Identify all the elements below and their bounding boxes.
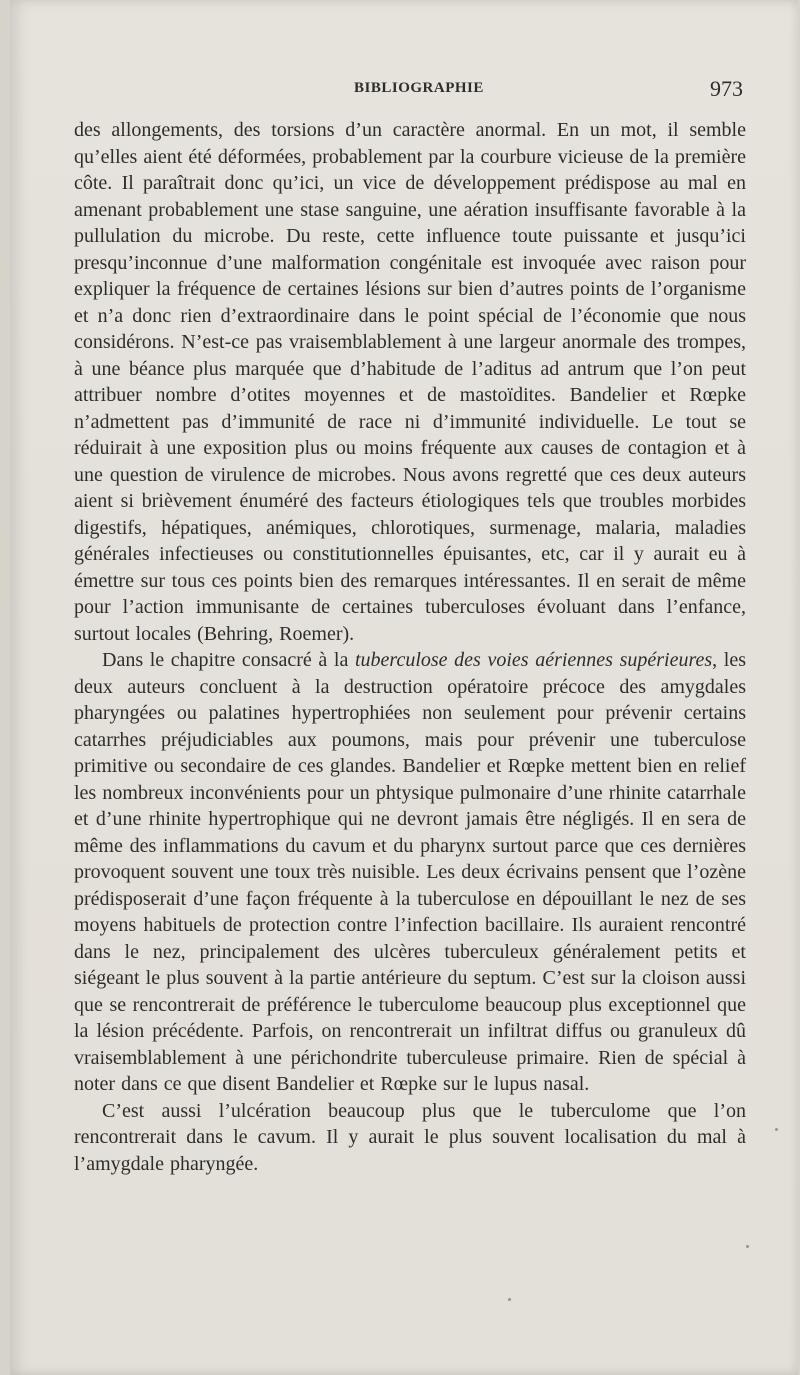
paper-speck [508,1298,511,1301]
paper-speck [775,1128,778,1131]
body-text [74,117,746,1177]
page-header [10,76,800,104]
paper-speck [746,1245,749,1248]
running-title: BIBLIOGRAPHIE [354,80,484,96]
paragraph-rest-text: , les deux auteurs concluent à la destruction opératoire précoce des amygdales pharyngées ou palatines hypertrophiées non seulement pour prévenir certains catarrhes préjudiciables aux poumons, mais pour prévenir une tuberculose primitive ou secondaire de ces glandes. Bandelier et Rœpke mettent bien en relief les nombreux inconvénients pour un phtysique pulmonaire d’une rhinite catarrhale et d’une rhinite hypertrophique qui ne devront jamais être négligés. Il en sera de même des inflammations du cavum et du pharynx surtout parce que ces dernières provoquent souvent une toux très nuisible. Les deux écrivains pensent que l’ozène prédisposerait d’une façon fréquente à la tuberculose en dépouillant le nez de ses moyens habituels de protection contre l’infection bacillaire. Ils auraient rencontré dans le nez, principalement des ulcères tuberculeux généralement petits et siégeant le plus souvent à la partie antérieure du septum. C’est sur la cloison aussi que se rencontrerait de préférence le tuberculome beaucoup plus exceptionnel que la lésion précédente. Parfois, on rencontrerait un infiltrat diffus ou granuleux dû vraisemblablement à une périchondrite tuberculeuse primaire. Rien de spécial à noter dans ce que disent Bandelier et Rœpke sur le lupus nasal. [74,649,747,1095]
paragraph-continued: des allongements, des torsions d’un caractère anormal. En un mot, il semble qu’elles aient été déformées, probablement par la courbure vicieuse de la première côte. Il paraîtrait donc qu’ici, un vice de développement prédispose au mal en amenant probablement une stase sanguine, une aération insuffisante favorable à la pullulation du microbe. Du reste, cette influence toute puissante et jusqu’ici presqu’inconnue d’une malformation congénitale est invoquée avec raison pour expliquer la fréquence de certaines lésions sur bien d’autres points de l’organisme et n’a donc rien d’extraordinaire dans le point spécial de l’économie que nous considérons. N’est-ce pas vraisemblablement à une largeur anormale des trompes, à une béance plus marquée que d’habitude de l’aditus ad antrum que l’on peut attribuer nombre d’otites moyennes et de mastoïdites. Bandelier et Rœpke n’admettent pas d’immunité de race ni d’immunité individuelle. Le tout se réduirait à une exposition plus ou moins fréquente aux causes de contagion et à une question de virulence de microbes. Nous avons regretté que ces deux auteurs aient si brièvement énuméré des facteurs étiologiques tels que troubles morbides digestifs, hépatiques, anémiques, chlorotiques, surmenage, malaria, maladies générales infectieuses ou constitutionnelles épuisantes, etc, car il y aurait eu à émettre sur tous ces points bien des remarques intéressantes. Il en serait de même pour l’action immunisante de certaines tuberculoses évoluant dans l’enfance, surtout locales (Behring, Roemer). [74,119,746,645]
italic-chapter-title: tuberculose des voies aériennes supérieures [354,649,713,671]
book-page [10,0,798,1375]
page-number: 973 [710,76,743,101]
paragraph-cavum: C’est aussi l’ulcération beaucoup plus que le tuberculome que l’on rencontrerait dans le cavum. Il y aurait le plus souvent localisation du mal à l’amygdale pharyngée. [74,1099,746,1175]
paragraph-lead-text: Dans le chapitre consacré à la [102,649,355,671]
paragraph-upper-airways [74,647,746,1098]
